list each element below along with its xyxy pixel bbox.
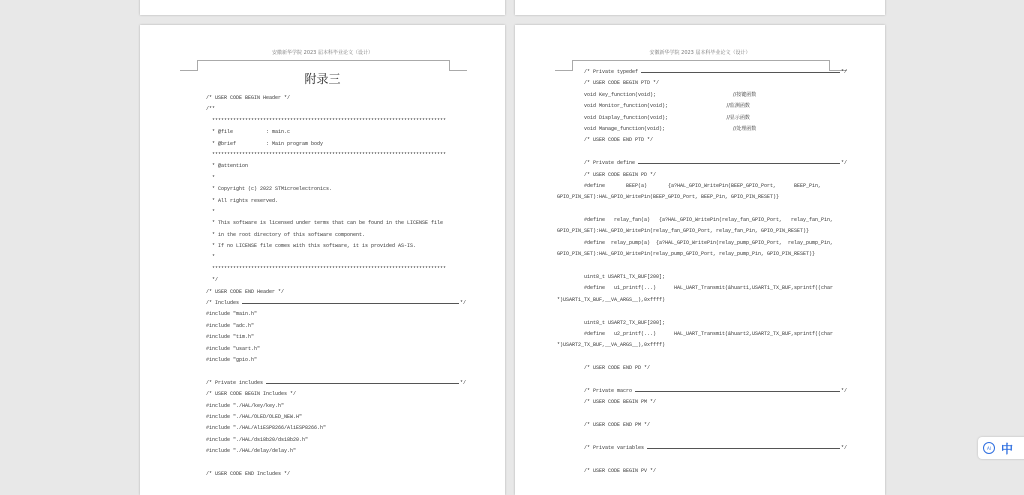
code-line — [206, 435, 466, 446]
code-text: #define relay_pump(a) {a?HAL_GPIO_WritePin(relay_pump_GPIO_Port, relay_pump_Pin, — [557, 239, 834, 246]
previous-page-right — [515, 0, 885, 15]
code-line — [206, 173, 466, 184]
comment-rule — [647, 448, 840, 449]
code-text: * @attention — [206, 163, 249, 170]
code-comment: //监测函数 — [717, 103, 750, 110]
comment-end: */ — [459, 379, 466, 386]
comment-rule — [641, 72, 840, 73]
code-text: #include "./HAL/delay/delay.h" — [206, 448, 297, 455]
code-text: #define u2_printf(...) HAL_UART_Transmit(&huart2,USART2_TX_BUF,sprintf((char — [557, 330, 834, 337]
code-line — [557, 375, 847, 386]
code-text: * If no LICENSE file comes with this software, it is provided AS-IS. — [206, 243, 417, 250]
code-line — [206, 332, 466, 343]
code-text: /* USER CODE END Includes */ — [206, 470, 291, 477]
code-line — [557, 261, 847, 272]
code-line — [557, 135, 847, 146]
code-line — [557, 443, 847, 454]
code-line — [206, 150, 466, 161]
code-line — [206, 196, 466, 207]
code-text: *)USART1_TX_BUF,__VA_ARGS__),0xffff) — [557, 296, 666, 303]
code-listing — [206, 93, 466, 480]
code-line — [206, 446, 466, 457]
code-text: uint8_t USART1_TX_BUF[200]; — [557, 274, 666, 281]
code-text: uint8_t USART2_TX_BUF[200]; — [557, 319, 666, 326]
code-text: /* USER CODE BEGIN PTD */ — [557, 80, 660, 87]
code-line — [206, 104, 466, 115]
code-text: void Manage_function(void); — [557, 125, 666, 132]
code-line — [206, 355, 466, 366]
code-text: /* Private typedef — [557, 69, 639, 75]
code-text: #include "gpio.h" — [206, 356, 258, 363]
comment-end: */ — [840, 387, 847, 394]
previous-page-left — [140, 0, 505, 15]
code-line — [557, 409, 847, 420]
code-line — [557, 181, 847, 192]
code-line — [557, 78, 847, 89]
code-line — [206, 264, 466, 275]
code-line — [206, 321, 466, 332]
code-line — [557, 352, 847, 363]
code-text: /* USER CODE END PD */ — [557, 365, 651, 372]
code-line — [557, 386, 847, 397]
document-page-left — [140, 25, 505, 495]
code-line — [557, 158, 847, 169]
code-text: * — [206, 174, 216, 181]
comment-rule — [638, 163, 840, 164]
code-text: #include "./HAL/key/key.h" — [206, 402, 285, 409]
code-text: * in the root directory of this software component. — [206, 231, 366, 238]
code-text: #include "usart.h" — [206, 345, 261, 352]
code-line — [206, 275, 466, 286]
code-line — [557, 432, 847, 443]
page-header: 安徽新华学院 2023 届本科毕业论文（设计） — [649, 50, 751, 56]
code-text: *)USART2_TX_BUF,__VA_ARGS__),0xffff) — [557, 342, 666, 349]
code-line — [557, 170, 847, 181]
code-line — [206, 139, 466, 150]
code-text: * @file : main.c — [206, 129, 291, 136]
code-line — [557, 295, 847, 306]
code-text: #include "tim.h" — [206, 334, 255, 341]
page-header: 安徽新华学院 2023 届本科毕业论文（设计） — [272, 50, 373, 56]
code-line — [206, 207, 466, 218]
code-text: /* Private define — [557, 160, 636, 167]
code-comment: //处理函数 — [717, 125, 757, 132]
code-line — [557, 124, 847, 135]
code-text: * — [206, 254, 216, 261]
code-line — [206, 344, 466, 355]
code-line — [557, 226, 847, 237]
code-text: #include "./HAL/ds18b20/ds18b20.h" — [206, 436, 309, 443]
code-text: /* USER CODE BEGIN Includes */ — [206, 391, 297, 398]
code-text: #include "main.h" — [206, 311, 258, 318]
code-text: /* USER CODE END Header */ — [206, 288, 285, 295]
code-comment: //显示函数 — [717, 114, 750, 121]
translate-icon[interactable]: AI — [983, 442, 995, 454]
document-page-right — [515, 25, 885, 495]
code-line — [557, 397, 847, 408]
language-toggle[interactable]: 中 — [1001, 441, 1014, 456]
code-text: /* USER CODE END PM */ — [557, 422, 651, 429]
code-comment: //按键函数 — [717, 91, 757, 98]
code-text: /** — [206, 106, 216, 113]
code-text: /* USER CODE BEGIN PD */ — [557, 171, 657, 178]
code-line — [557, 192, 847, 203]
code-line — [557, 363, 847, 374]
code-line — [557, 90, 847, 101]
code-line — [206, 412, 466, 423]
code-text: #define BEEP(a) {a?HAL_GPIO_WritePin(BEEP_GPIO_Port, BEEP_Pin, — [557, 182, 822, 189]
code-text: GPIO_PIN_SET):HAL_GPIO_WritePin(BEEP_GPIO_Port, BEEP_Pin, GPIO_PIN_RESET)} — [557, 194, 780, 201]
code-line — [557, 272, 847, 283]
code-line — [557, 113, 847, 124]
code-text: ****************************************************************************** — [206, 151, 447, 158]
code-line — [557, 283, 847, 294]
code-line — [557, 454, 847, 465]
code-text: ****************************************************************************** — [206, 265, 447, 272]
code-line — [206, 366, 466, 377]
comment-end: */ — [459, 300, 466, 307]
code-line — [206, 218, 466, 229]
code-line — [206, 230, 466, 241]
code-text: /* Private variables — [557, 444, 645, 451]
code-line — [206, 401, 466, 412]
code-text: void Monitor_function(void); — [557, 103, 669, 110]
code-line — [557, 306, 847, 317]
code-line — [557, 340, 847, 351]
code-line — [206, 184, 466, 195]
code-text: #define u1_printf(...) HAL_UART_Transmit(&huart1,USART1_TX_BUF,sprintf((char — [557, 285, 834, 292]
code-line — [206, 423, 466, 434]
code-text: GPIO_PIN_SET):HAL_GPIO_WritePin(relay_fan_GPIO_Port, relay_fan_Pin, GPIO_PIN_RESET)} — [557, 228, 810, 235]
code-text: * — [206, 208, 216, 215]
comment-rule — [266, 383, 459, 384]
code-line — [206, 116, 466, 127]
code-line — [206, 161, 466, 172]
code-line — [206, 458, 466, 469]
code-line — [206, 241, 466, 252]
code-text: * All rights reserved. — [206, 197, 279, 204]
code-text: */ — [206, 277, 219, 284]
code-text: * Copyright (c) 2022 STMicroelectronics. — [206, 186, 333, 193]
code-line — [557, 249, 847, 260]
code-text: /* Includes — [206, 300, 240, 307]
comment-end: */ — [840, 444, 847, 451]
code-line — [557, 215, 847, 226]
code-text: void Display_function(void); — [557, 114, 669, 121]
code-text: #include "./HAL/OLED/OLED_NEW.H" — [206, 413, 303, 420]
code-line — [206, 309, 466, 320]
code-listing — [557, 67, 847, 477]
code-line — [557, 466, 847, 477]
code-line — [557, 420, 847, 431]
appendix-title: 附录三 — [304, 72, 341, 86]
code-text: ****************************************************************************** — [206, 117, 447, 124]
code-text: /* Private includes — [206, 379, 264, 386]
code-line — [206, 469, 466, 480]
code-line — [206, 389, 466, 400]
code-line — [557, 147, 847, 158]
code-line — [557, 238, 847, 249]
comment-rule — [242, 303, 459, 304]
translate-widget[interactable] — [978, 437, 1024, 459]
comment-rule — [635, 391, 840, 392]
code-line — [557, 204, 847, 215]
code-line — [206, 93, 466, 104]
code-line — [557, 318, 847, 329]
code-text: /* Private macro — [557, 387, 633, 394]
code-text: GPIO_PIN_SET):HAL_GPIO_WritePin(relay_pump_GPIO_Port, relay_pump_Pin, GPIO_PIN_RESET)} — [557, 251, 816, 258]
code-line — [557, 329, 847, 340]
code-line — [206, 287, 466, 298]
code-line — [206, 127, 466, 138]
code-text: #include "./HAL/AliESP8266/AliESP8266.h" — [206, 425, 327, 432]
code-line — [206, 378, 466, 389]
code-line — [206, 298, 466, 309]
code-text: * This software is licensed under terms that can be found in the LICENSE file — [206, 220, 444, 227]
code-text: /* USER CODE BEGIN PV */ — [557, 467, 657, 474]
code-text: /* USER CODE BEGIN PM */ — [557, 399, 657, 406]
code-text: /* USER CODE BEGIN Header */ — [206, 95, 291, 101]
code-text: #define relay_fan(a) {a?HAL_GPIO_WritePin(relay_fan_GPIO_Port, relay_fan_Pin, — [557, 217, 834, 224]
code-line — [557, 67, 847, 78]
comment-end: */ — [840, 160, 847, 167]
code-line — [557, 101, 847, 112]
code-line — [206, 252, 466, 263]
code-text: #include "adc.h" — [206, 322, 255, 329]
comment-end: */ — [840, 69, 847, 75]
code-text: void Key_function(void); — [557, 91, 657, 98]
code-text: * @brief : Main program body — [206, 140, 324, 147]
code-text: /* USER CODE END PTD */ — [557, 137, 654, 144]
